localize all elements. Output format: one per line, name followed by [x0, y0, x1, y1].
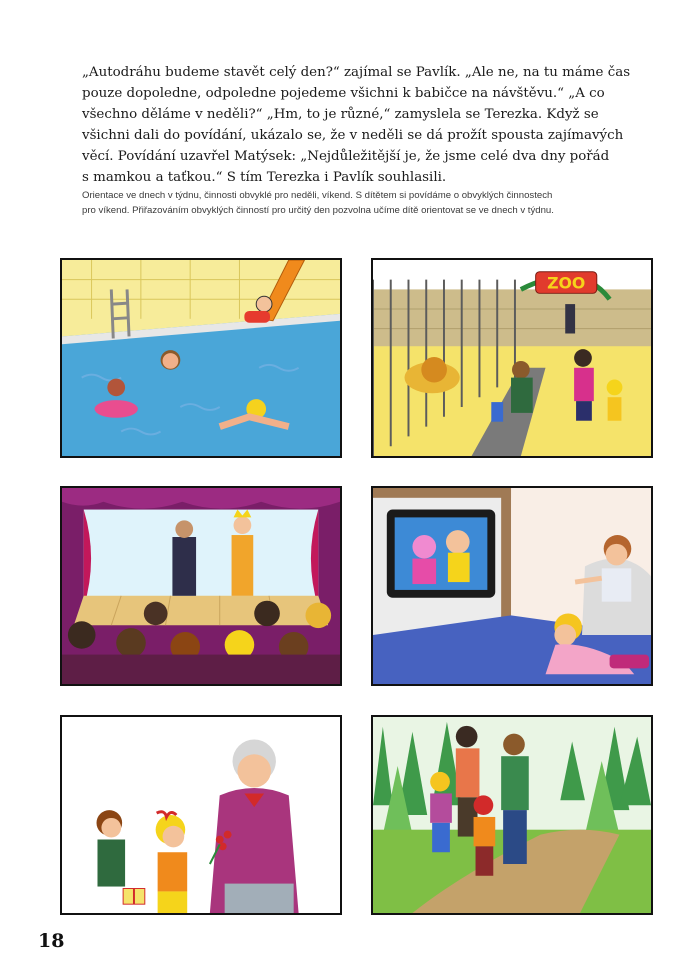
story-line: s mamkou a taťkou.“ S tím Terezka i Pavlík souhlasili.: [82, 170, 447, 185]
note-line: pro víkend. Přiřazováním obvyklých činností pro určitý den pozvolna učíme dítě orientovat se ve dnech v týdnu.: [82, 205, 554, 216]
illustration-zoo: [371, 258, 653, 458]
zoo-sign-text: ZOO: [547, 273, 586, 293]
story-line: „Autodráhu budeme stavět celý den?“ zajímal se Pavlík. „Ale ne, na tu máme čas: [82, 65, 631, 80]
story-line: věcí. Povídání uzavřel Matýsek: „Nejdůležitější je, že jsme celé dva dny pořád: [82, 149, 610, 164]
story-text: [82, 62, 631, 188]
illustration-forest-walk: [371, 715, 653, 915]
story-line: všichni dali do povídání, ukázalo se, že v neděli se dá prožít spousta zajímavých: [82, 128, 624, 143]
illustration-grandma-visit: [60, 715, 342, 915]
illustration-theatre: [60, 486, 342, 686]
illustration-watching-tv: [371, 486, 653, 686]
educational-note: [82, 188, 617, 218]
note-line: Orientace ve dnech v týdnu, činnosti obvyklé pro neděli, víkend. S dítětem si povídáme o obvyklých činnostech: [82, 190, 553, 201]
page-number: 18: [38, 930, 65, 952]
illustration-swimming-pool: [60, 258, 342, 458]
story-line: všechno děláme v neděli?“ „Hm, to je různé,“ zamyslela se Terezka. Když se: [82, 107, 599, 122]
story-line: pouze dopoledne, odpoledne pojedeme všichni k babičce na návštěvu.“ „A co: [82, 86, 605, 101]
